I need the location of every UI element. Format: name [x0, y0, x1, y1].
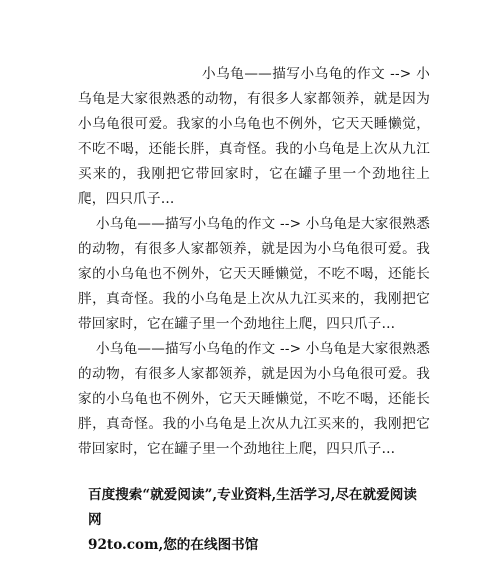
document-body [78, 62, 430, 462]
paragraph-2: 小乌龟——描写小乌龟的作文 --> 小乌龟是大家很熟悉的动物，有很多人家都领养，就是因为小乌龟很可爱。我家的小乌龟也不例外，它天天睡懒觉，不吃不喝，还能长胖，真奇怪。我的小乌龟是上次从九江买来的，我刚把它带回家时，它在罐子里一个劲地往上爬，四只爪子… [78, 216, 430, 332]
footer-line-2: 92to.com,您的在线图书馆 [88, 537, 259, 553]
footer-line-1: 百度搜索“就爱阅读”,专业资料,生活学习,尽在就爱阅读网 [88, 487, 417, 528]
paragraph-1: 小乌龟——描写小乌龟的作文 --> 小乌龟是大家很熟悉的动物，有很多人家都领养，就是因为小乌龟很可爱。我家的小乌龟也不例外，它天天睡懒觉，不吃不喝，还能长胖，真奇怪。我的小乌龟是上次从九江买来的，我刚把它带回家时，它在罐子里一个劲地往上爬，四只爪子… [78, 66, 430, 207]
paragraph-3: 小乌龟——描写小乌龟的作文 --> 小乌龟是大家很熟悉的动物，有很多人家都领养，就是因为小乌龟很可爱。我家的小乌龟也不例外，它天天睡懒觉，不吃不喝，还能长胖，真奇怪。我的小乌龟是上次从九江买来的，我刚把它带回家时，它在罐子里一个劲地往上爬，四只爪子… [78, 341, 430, 457]
footer-promo [88, 483, 428, 558]
